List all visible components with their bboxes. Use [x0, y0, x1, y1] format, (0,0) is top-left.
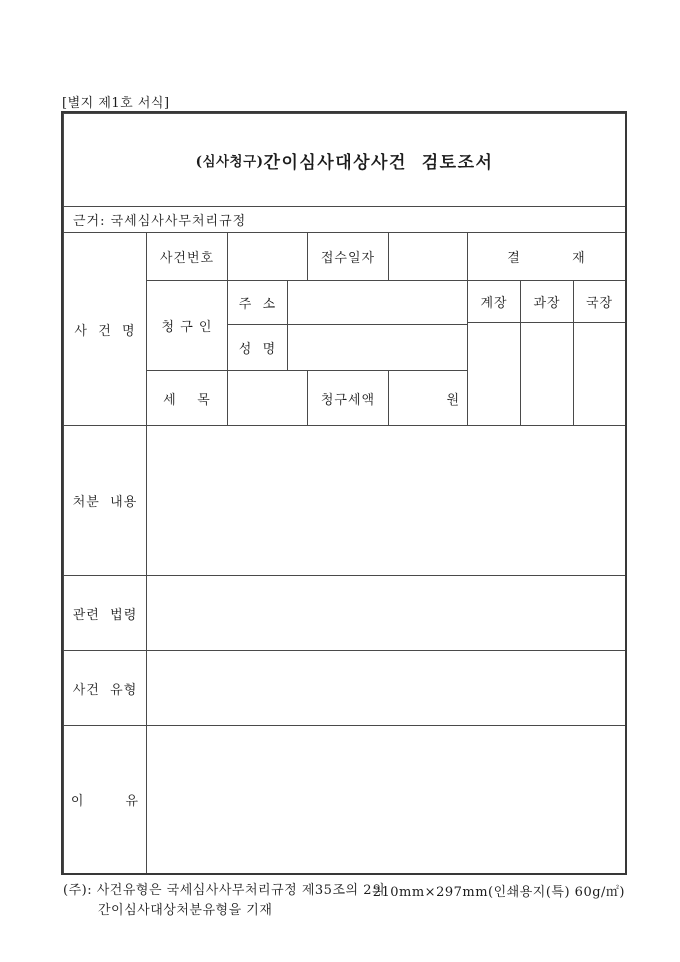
related-laws-content-cell [146, 575, 626, 651]
address-label: 주 소 [227, 280, 288, 325]
signature-box-kyejang [467, 322, 521, 426]
approver-gwajang-label: 과장 [520, 280, 574, 323]
footer-note-line1: (주): 사건유형은 국세심사사무처리규정 제35조의 2의 [63, 883, 386, 898]
document-title-prefix: (심사청구) [195, 154, 264, 170]
case-name-label: 사 건 명 [63, 232, 147, 426]
document-title-cell [63, 113, 626, 207]
disposition-content-cell [146, 425, 626, 576]
form-designation-label: [별지 제1호 서식] [62, 96, 170, 111]
approval-header: 결 재 [467, 232, 626, 281]
claimed-tax-label: 청구세액 [307, 370, 389, 426]
tax-item-label: 세 목 [146, 370, 228, 426]
footer-note-line2: 간이심사대상처분유형을 기재 [98, 903, 273, 918]
claimed-tax-won-cell: 원 [388, 370, 468, 426]
claimant-label: 청 구 인 [146, 280, 228, 371]
case-type-content-cell [146, 650, 626, 726]
address-value-cell [287, 280, 468, 325]
disposition-label: 처분 내용 [63, 425, 147, 576]
case-number-label: 사건번호 [146, 232, 228, 281]
paper-spec-label: 210mm×297mm(인쇄용지(특) 60g/㎡) [372, 885, 625, 900]
case-type-label: 사건 유형 [63, 650, 147, 726]
person-name-value-cell [287, 324, 468, 371]
reason-label: 이 유 [63, 725, 147, 874]
receipt-date-value-cell [388, 232, 468, 281]
approver-gukjang-label: 국장 [573, 280, 626, 323]
related-laws-label: 관련 법령 [63, 575, 147, 651]
receipt-date-label: 접수일자 [307, 232, 389, 281]
tax-item-value-cell [227, 370, 308, 426]
legal-basis-cell: 근거: 국세심사사무처리규정 [63, 206, 626, 233]
approver-kyejang-label: 계장 [467, 280, 521, 323]
signature-box-gwajang [520, 322, 574, 426]
document-title: 간이심사대상사건 검토조서 [263, 152, 494, 173]
person-name-label: 성 명 [227, 324, 288, 371]
signature-box-gukjang [573, 322, 626, 426]
reason-content-cell [146, 725, 626, 874]
case-number-value-cell [227, 232, 308, 281]
